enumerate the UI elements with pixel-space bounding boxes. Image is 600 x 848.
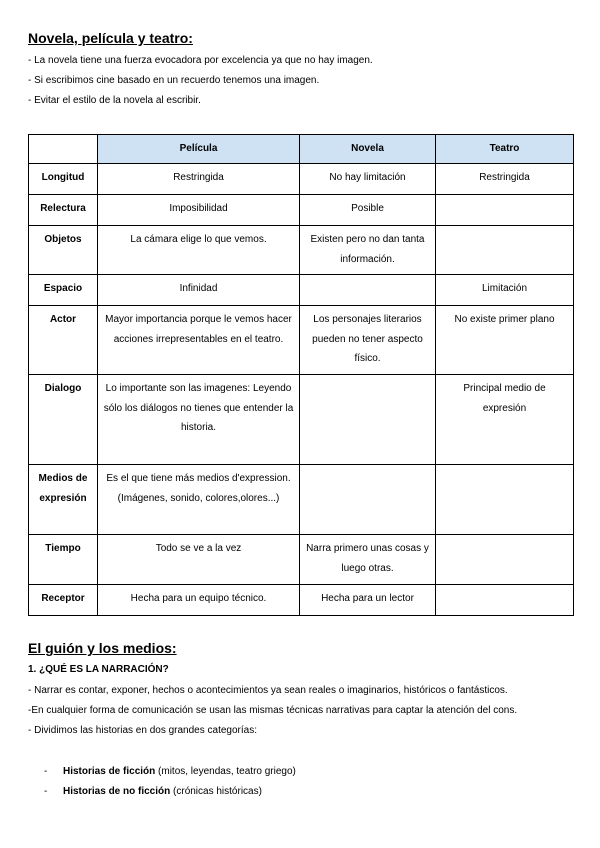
list-dash: - bbox=[44, 786, 48, 797]
table-cell: La cámara elige lo que vemos. bbox=[98, 226, 300, 275]
intro-bullet: - La novela tiene una fuerza evocadora por excelencia ya que no hay imagen. bbox=[28, 55, 373, 66]
table-cell bbox=[436, 535, 574, 585]
intro-bullet: - Evitar el estilo de la novela al escribir. bbox=[28, 95, 201, 106]
column-header-novela: Novela bbox=[300, 135, 436, 164]
table-row bbox=[29, 275, 574, 306]
table-cell bbox=[436, 226, 574, 275]
table-header-row bbox=[29, 135, 574, 164]
subheading-narracion: 1. ¿QUÉ ES LA NARRACIÓN? bbox=[28, 664, 169, 675]
list-dash: - bbox=[44, 766, 48, 777]
table-cell: Restringida bbox=[98, 164, 300, 195]
comparison-table bbox=[28, 134, 574, 616]
table-cell: Todo se ve a la vez bbox=[98, 535, 300, 585]
category-name: Historias de no ficción bbox=[63, 786, 171, 797]
row-label: Longitud bbox=[29, 164, 98, 195]
category-examples: (mitos, leyendas, teatro griego) bbox=[155, 766, 296, 777]
table-cell bbox=[300, 375, 436, 465]
table-cell bbox=[300, 465, 436, 535]
table-cell: Hecha para un lector bbox=[300, 585, 436, 616]
row-label: Espacio bbox=[29, 275, 98, 306]
table-cell: Narra primero unas cosas y luego otras. bbox=[300, 535, 436, 585]
table-cell: No existe primer plano bbox=[436, 306, 574, 375]
categories-list bbox=[44, 762, 296, 802]
row-label: Tiempo bbox=[29, 535, 98, 585]
table-cell: Restringida bbox=[436, 164, 574, 195]
table-row bbox=[29, 195, 574, 226]
table-row bbox=[29, 226, 574, 275]
intro-bullet: - Si escribimos cine basado en un recuerdo tenemos una imagen. bbox=[28, 75, 320, 86]
table-row bbox=[29, 306, 574, 375]
row-label: Receptor bbox=[29, 585, 98, 616]
table-cell bbox=[436, 465, 574, 535]
table-cell: Es el que tiene más medios d'expression. (Imágenes, sonido, colores,olores...) bbox=[98, 465, 300, 535]
table-cell: Existen pero no dan tanta información. bbox=[300, 226, 436, 275]
table-cell bbox=[300, 275, 436, 306]
table-cell: Imposibilidad bbox=[98, 195, 300, 226]
table-cell bbox=[436, 195, 574, 226]
table-cell: No hay limitación bbox=[300, 164, 436, 195]
table-cell: Posible bbox=[300, 195, 436, 226]
row-label: Medios de expresión bbox=[29, 465, 98, 535]
table-cell: Los personajes literarios pueden no tener aspecto físico. bbox=[300, 306, 436, 375]
table-row bbox=[29, 164, 574, 195]
table-row bbox=[29, 465, 574, 535]
table-row bbox=[29, 375, 574, 465]
row-label: Relectura bbox=[29, 195, 98, 226]
section-title-guion: El guión y los medios: bbox=[28, 640, 177, 656]
list-item bbox=[44, 782, 296, 802]
list-item bbox=[44, 762, 296, 782]
table-cell bbox=[436, 585, 574, 616]
table-cell: Mayor importancia porque le vemos hacer acciones irrepresentables en el teatro. bbox=[98, 306, 300, 375]
table-cell: Hecha para un equipo técnico. bbox=[98, 585, 300, 616]
table-cell: Lo importante son las imagenes: Leyendo sólo los diálogos no tienes que entender la historia. bbox=[98, 375, 300, 465]
category-name: Historias de ficción bbox=[63, 766, 156, 777]
table-cell: Principal medio de expresión bbox=[436, 375, 574, 465]
section-title-novela: Novela, película y teatro: bbox=[28, 30, 193, 46]
table-cell: Infinidad bbox=[98, 275, 300, 306]
category-examples: (crónicas históricas) bbox=[170, 786, 262, 797]
narration-paragraph: - Narrar es contar, exponer, hechos o acontecimientos ya sean reales o imaginarios, históricos o fantásticos. bbox=[28, 685, 508, 696]
narration-paragraph: - Dividimos las historias en dos grandes categorías: bbox=[28, 725, 257, 736]
table-row bbox=[29, 535, 574, 585]
row-label: Actor bbox=[29, 306, 98, 375]
row-label: Objetos bbox=[29, 226, 98, 275]
table-corner-cell bbox=[29, 135, 98, 164]
table-row bbox=[29, 585, 574, 616]
table-cell: Limitación bbox=[436, 275, 574, 306]
column-header-teatro: Teatro bbox=[436, 135, 574, 164]
column-header-pelicula: Película bbox=[98, 135, 300, 164]
row-label: Dialogo bbox=[29, 375, 98, 465]
narration-paragraph: -En cualquier forma de comunicación se usan las mismas técnicas narrativas para captar la atención del cons. bbox=[28, 705, 518, 716]
